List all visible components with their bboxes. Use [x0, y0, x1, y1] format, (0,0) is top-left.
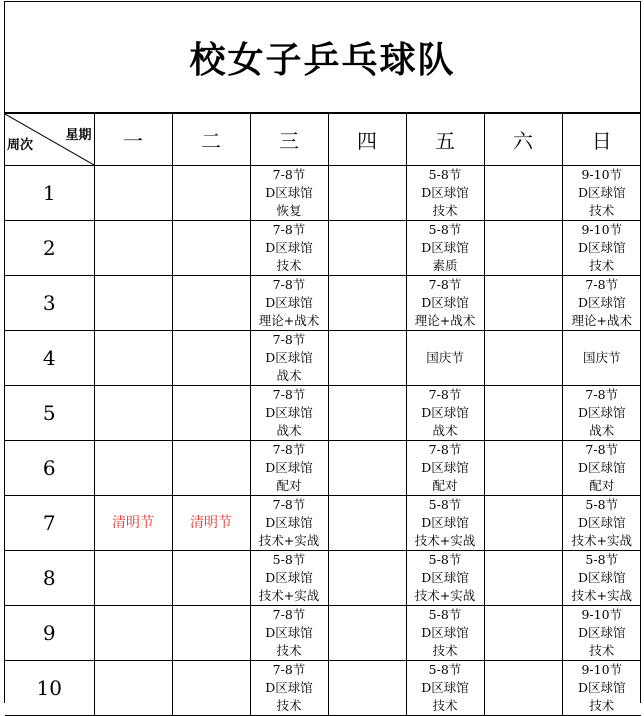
schedule-entry-line: D区球馆 — [265, 185, 313, 200]
weekday-corner-label: 星期 — [65, 128, 92, 143]
schedule-entry-line: 技术 — [432, 203, 458, 218]
week-number-cell: 3 — [5, 276, 94, 331]
schedule-cell — [172, 551, 250, 606]
schedule-cell — [484, 386, 562, 441]
schedule-cell — [172, 221, 250, 276]
schedule-entry-line: 7-8节 — [272, 607, 306, 622]
schedule-cell — [328, 386, 406, 441]
schedule-cell — [406, 276, 484, 331]
schedule-entry-line: 技术 — [432, 698, 458, 713]
schedule-entry-line: D区球馆 — [421, 570, 469, 585]
schedule-cell — [484, 276, 562, 331]
schedule-entry-line: D区球馆 — [265, 405, 313, 420]
schedule-entry-line: D区球馆 — [265, 350, 313, 365]
schedule-cell — [406, 551, 484, 606]
corner-header-cell — [5, 114, 94, 166]
schedule-entry-line: D区球馆 — [421, 405, 469, 420]
schedule-entry-line: D区球馆 — [421, 625, 469, 640]
schedule-entry-line: D区球馆 — [421, 460, 469, 475]
schedule-entry-line: 5-8节 — [428, 167, 462, 182]
schedule-entry-line: 7-8节 — [272, 222, 306, 237]
day-header: 五 — [406, 114, 484, 166]
schedule-cell — [406, 496, 484, 551]
schedule-entry-line: 战术 — [589, 423, 615, 438]
schedule-entry-line: D区球馆 — [577, 185, 626, 200]
schedule-entry-line: 配对 — [276, 478, 302, 493]
schedule-entry-line: 技术+实战 — [571, 588, 632, 603]
schedule-entry-line: D区球馆 — [265, 460, 313, 475]
table-row — [5, 221, 641, 276]
schedule-entry-line: 7-8节 — [272, 387, 306, 402]
schedule-cell — [328, 331, 406, 386]
week-number-cell: 5 — [5, 386, 94, 441]
schedule-cell — [562, 331, 641, 386]
schedule-entry-line: D区球馆 — [577, 680, 626, 695]
week-number-cell: 4 — [5, 331, 94, 386]
schedule-entry-line: 7-8节 — [272, 497, 306, 512]
schedule-cell — [406, 386, 484, 441]
schedule-cell — [250, 276, 328, 331]
schedule-entry-line: 5-8节 — [428, 552, 462, 567]
week-number-cell: 1 — [5, 166, 94, 221]
table-row — [5, 551, 641, 606]
header-row — [5, 114, 641, 166]
schedule-cell — [250, 606, 328, 661]
schedule-entry-line: 技术+实战 — [414, 533, 476, 548]
table-row — [5, 166, 641, 221]
schedule-cell — [94, 331, 172, 386]
schedule-entry-line: 9-10节 — [581, 662, 623, 677]
schedule-entry-line: 技术 — [589, 203, 615, 218]
schedule-entry-line: D区球馆 — [265, 570, 313, 585]
schedule-cell — [562, 386, 641, 441]
schedule-entry-line: 战术 — [432, 423, 458, 438]
schedule-entry-line: D区球馆 — [265, 240, 313, 255]
week-number-cell: 2 — [5, 221, 94, 276]
schedule-cell — [328, 551, 406, 606]
schedule-entry-line: 9-10节 — [581, 607, 623, 622]
schedule-entry-line: 技术 — [432, 643, 458, 658]
schedule-entry-line: 技术 — [589, 643, 615, 658]
schedule-cell — [562, 441, 641, 496]
schedule-cell — [484, 166, 562, 221]
schedule-cell — [250, 386, 328, 441]
schedule-cell — [328, 276, 406, 331]
table-row — [5, 661, 641, 716]
schedule-cell — [172, 441, 250, 496]
day-header: 二 — [172, 114, 250, 166]
schedule-sheet — [4, 1, 641, 713]
schedule-entry-line: 战术 — [276, 423, 302, 438]
table-row — [5, 331, 641, 386]
schedule-entry-line: 7-8节 — [585, 387, 619, 402]
week-number-cell: 6 — [5, 441, 94, 496]
table-row — [5, 606, 641, 661]
schedule-entry-line: 7-8节 — [585, 277, 619, 292]
schedule-cell — [94, 661, 172, 716]
schedule-entry-line: D区球馆 — [577, 240, 626, 255]
schedule-entry-line: D区球馆 — [265, 515, 313, 530]
schedule-entry-line: D区球馆 — [421, 515, 469, 530]
schedule-entry-line: 技术+实战 — [571, 533, 632, 548]
schedule-cell — [172, 331, 250, 386]
schedule-cell — [172, 606, 250, 661]
schedule-cell — [406, 441, 484, 496]
schedule-entry-line: D区球馆 — [577, 295, 626, 310]
schedule-cell — [484, 496, 562, 551]
schedule-entry-line: 9-10节 — [581, 222, 623, 237]
schedule-entry-line: D区球馆 — [265, 625, 313, 640]
schedule-cell — [562, 166, 641, 221]
schedule-cell — [328, 221, 406, 276]
schedule-cell — [406, 221, 484, 276]
schedule-entry-line: 5-8节 — [428, 662, 462, 677]
schedule-entry-line: D区球馆 — [577, 460, 626, 475]
schedule-cell — [562, 661, 641, 716]
schedule-cell — [172, 276, 250, 331]
schedule-cell — [250, 331, 328, 386]
schedule-entry-line: 技术+实战 — [258, 533, 320, 548]
schedule-entry-line: 7-8节 — [272, 662, 306, 677]
page-title: 校女子乒乓球队 — [5, 2, 640, 113]
table-row — [5, 441, 641, 496]
schedule-cell — [406, 661, 484, 716]
schedule-cell — [484, 606, 562, 661]
schedule-entry-line: D区球馆 — [265, 680, 313, 695]
schedule-cell — [250, 496, 328, 551]
schedule-entry-line: 技术+实战 — [414, 588, 476, 603]
schedule-entry-line: D区球馆 — [421, 295, 469, 310]
schedule-cell — [484, 441, 562, 496]
schedule-cell — [328, 441, 406, 496]
schedule-cell — [250, 661, 328, 716]
week-number-cell: 8 — [5, 551, 94, 606]
schedule-cell — [250, 551, 328, 606]
day-header: 四 — [328, 114, 406, 166]
schedule-cell — [328, 606, 406, 661]
schedule-body — [5, 166, 641, 716]
table-row — [5, 496, 641, 551]
schedule-entry-line: 国庆节 — [426, 350, 464, 365]
schedule-entry-line: D区球馆 — [577, 405, 626, 420]
week-number-cell: 9 — [5, 606, 94, 661]
schedule-cell — [172, 166, 250, 221]
schedule-cell — [562, 606, 641, 661]
schedule-cell — [250, 166, 328, 221]
schedule-cell — [406, 331, 484, 386]
schedule-entry-line: 5-8节 — [585, 552, 619, 567]
schedule-cell — [94, 551, 172, 606]
schedule-entry-line: 恢复 — [276, 203, 302, 218]
schedule-cell — [562, 496, 641, 551]
schedule-entry-line: 技术 — [589, 698, 615, 713]
schedule-cell — [328, 496, 406, 551]
schedule-entry-line: 7-8节 — [428, 277, 462, 292]
schedule-entry-line: 7-8节 — [272, 277, 306, 292]
schedule-entry-line: 7-8节 — [428, 387, 462, 402]
schedule-entry-line: 国庆节 — [582, 350, 621, 365]
schedule-entry-line: 技术 — [276, 258, 302, 273]
schedule-cell — [484, 551, 562, 606]
table-row — [5, 276, 641, 331]
schedule-entry-line: D区球馆 — [421, 185, 469, 200]
schedule-entry-line: 7-8节 — [428, 442, 462, 457]
schedule-cell — [328, 166, 406, 221]
schedule-cell — [172, 496, 250, 551]
day-header: 一 — [94, 114, 172, 166]
schedule-entry-line: 7-8节 — [272, 167, 306, 182]
schedule-cell — [406, 606, 484, 661]
schedule-cell — [94, 386, 172, 441]
schedule-cell — [484, 221, 562, 276]
schedule-entry-line: 5-8节 — [428, 497, 462, 512]
schedule-cell — [562, 551, 641, 606]
schedule-entry-line: 素质 — [432, 258, 458, 273]
schedule-entry-line: 9-10节 — [581, 167, 623, 182]
schedule-entry-line: 7-8节 — [585, 442, 619, 457]
schedule-cell — [172, 661, 250, 716]
day-header: 三 — [250, 114, 328, 166]
schedule-entry-line: 理论+战术 — [414, 313, 476, 328]
schedule-entry-line: 7-8节 — [272, 442, 306, 457]
week-number-cell: 7 — [5, 496, 94, 551]
table-row — [5, 386, 641, 441]
schedule-cell — [328, 661, 406, 716]
schedule-entry-line: D区球馆 — [577, 515, 626, 530]
schedule-entry-line: D区球馆 — [421, 240, 469, 255]
day-header: 日 — [562, 114, 641, 166]
schedule-cell — [250, 441, 328, 496]
schedule-cell — [94, 221, 172, 276]
schedule-entry-line: D区球馆 — [265, 295, 313, 310]
schedule-cell — [94, 606, 172, 661]
schedule-cell — [94, 496, 172, 551]
schedule-entry-line: 5-8节 — [585, 497, 619, 512]
schedule-entry-line: D区球馆 — [577, 570, 626, 585]
schedule-entry-line: D区球馆 — [577, 625, 626, 640]
schedule-table — [5, 113, 641, 716]
schedule-cell — [562, 276, 641, 331]
holiday-label: 清明节 — [190, 515, 232, 531]
schedule-cell — [94, 441, 172, 496]
week-corner-label: 周次 — [7, 138, 34, 153]
schedule-cell — [172, 386, 250, 441]
schedule-entry-line: 战术 — [276, 368, 302, 383]
schedule-entry-line: 5-8节 — [428, 222, 462, 237]
week-number-cell: 10 — [5, 661, 94, 716]
schedule-cell — [484, 331, 562, 386]
schedule-cell — [94, 276, 172, 331]
schedule-entry-line: 配对 — [589, 478, 615, 493]
schedule-entry-line: 5-8节 — [428, 607, 462, 622]
schedule-entry-line: 技术 — [276, 698, 302, 713]
day-header: 六 — [484, 114, 562, 166]
schedule-entry-line: 7-8节 — [272, 332, 306, 347]
schedule-entry-line: 5-8节 — [272, 552, 306, 567]
schedule-entry-line: 技术+实战 — [258, 588, 320, 603]
schedule-cell — [484, 661, 562, 716]
schedule-cell — [562, 221, 641, 276]
holiday-label: 清明节 — [112, 515, 154, 531]
schedule-entry-line: 理论+战术 — [571, 313, 632, 328]
schedule-entry-line: 配对 — [432, 478, 458, 493]
schedule-entry-line: 理论+战术 — [258, 313, 320, 328]
schedule-cell — [94, 166, 172, 221]
schedule-entry-line: 技术 — [276, 643, 302, 658]
schedule-entry-line: D区球馆 — [421, 680, 469, 695]
schedule-entry-line: 技术 — [589, 258, 615, 273]
schedule-cell — [250, 221, 328, 276]
schedule-cell — [406, 166, 484, 221]
